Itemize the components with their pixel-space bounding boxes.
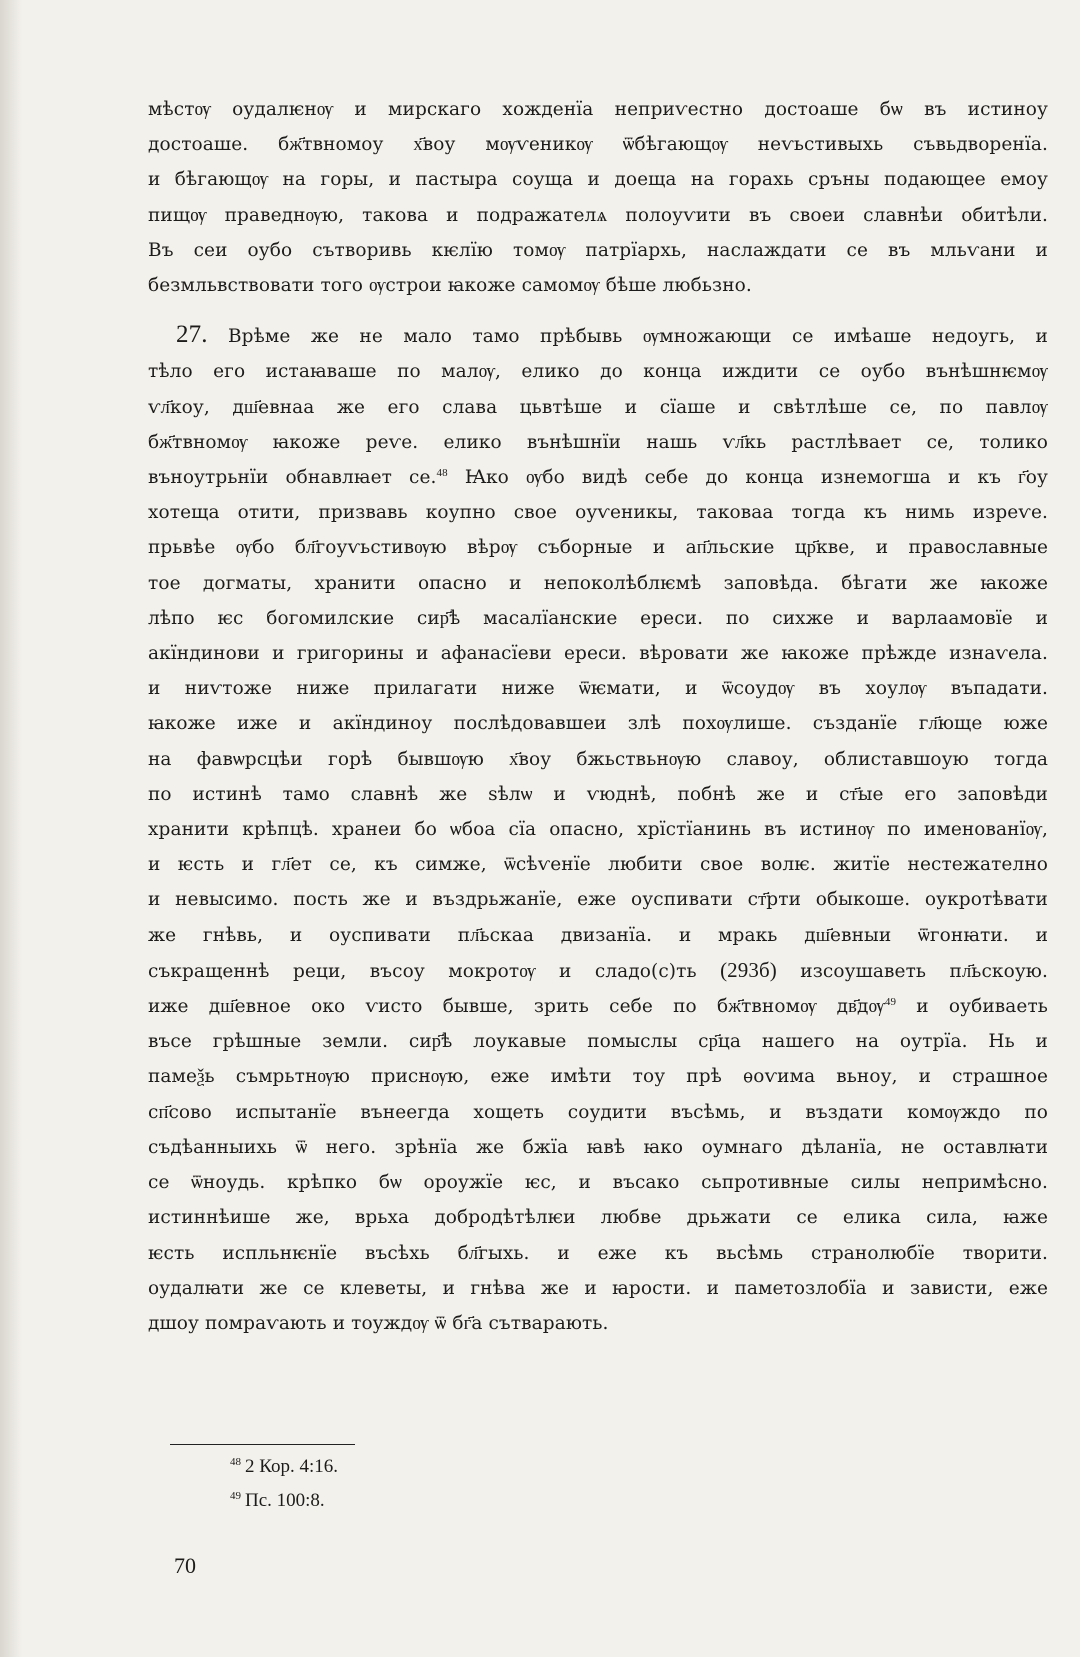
text-line: мѣстѹ оудалѥнѹ и мирскаго хожденїа неприѵестно достоаше бѡ въ истиноу [148,99,1048,120]
text-line: ѥсть испльнѥнїе въсѣхь бл҃гыхь. и еже къ вьсѣмь странолюбїе творити. [148,1242,1048,1264]
footnote-ref-48[interactable]: 48 [436,466,448,479]
page-reference: (293б) [720,957,777,982]
text-line: хранити крѣпцѣ. хранеи бо ѡбоа сїа опасно, хрїстїанинь въ истинѹ по именованїѹ, [148,819,1048,841]
text-line: въсе грѣшные земли. сир҃ѣ лоукавые помыслы ср҃ца нашего на оутрїа. Нь и [148,1031,1048,1053]
footnotes [230,1450,338,1518]
text-line: тое догматы, хранити опасно и непоколѣблѥмѣ заповѣда. бѣгати же ꙗкоже [148,572,1048,594]
text-line: безмльвствовати того ѹстрои ꙗкоже самомѹ бѣше любьзно. [148,275,752,297]
text-line-with-page-ref: съкращеннѣ реци, въсоу мокротѹ и сладо(с)ть (293б) изсоушаветь пл҃ьскоую. [148,957,1048,982]
text-line: и ѥсть и гл҃ет се, къ симже, ѿсѣѵенїе любити свое волѥ. житїе нестежателно [148,854,1048,876]
text-line: сп҃сово испытанїе вънеегда хощеть соудити въсѣмь, и въздати комѹждо по [148,1101,1048,1123]
text-line: лѣпо ѥс богомилские сир҃ѣ масалїанские ереси. по сихже и варлаамовїе и [148,607,1048,629]
text-line: се ѿноудь. крѣпко бѡ ороужїе ѥс, и въсако сьпротивные силы непримѣсно. [148,1172,1048,1194]
text-line: истиннѣише же, врьха добродѣтѣлѥи любве дрьжати се елика сила, ꙗже [148,1207,1048,1229]
page-gutter-shadow [0,0,22,1657]
text-line: по истинѣ тамо славнѣ же ѕѣлѡ и ѵюднѣ, побнѣ же и ст҃ые его заповѣди [148,783,1048,805]
text-line: бж҃твномѹ ꙗкоже реѵе. елико вънѣшнїи нашь ѵл҃кь растлѣвает се, толико [148,431,1048,453]
text-line: достоаше. бж҃твномоу х҃воу мѹѵеникѹ ѿбѣгающѹ неѵьстивыхь съвьдворенїа. [148,134,1048,156]
footnote-49: $^{49}$ Пс. 100:8. [230,1489,325,1511]
paragraph-number: 27. [176,321,208,349]
footnote-ref-49[interactable]: 49 [884,995,897,1008]
text-line: и бѣгающѹ на горы, и пастыра соуща и доеща на горахь сръны подающее емоу [148,169,1048,191]
text-line: ѵл҃коу, дш҃евнаа же его слава цьвтѣше и сїаше и свѣтлѣше се, по павлѹ [148,396,1048,418]
text-line: же гнѣвь, и оуспивати пл҃ьскаа двизанїа. и мракь дш҃евныи ѿгонꙗти. и [148,924,1048,946]
text-line: прьвѣе ѹбо бл҃гоуѵьстивѹю вѣрѹ съборные и ап҃льские цр҃кве, и православные [148,537,1048,559]
text-line: Въ сеи оубо сътворивь кѥлїю томѹ патрїархь, наслаждати се въ мльѵани и [148,239,1048,261]
text-line: съдѣанныихь ѿ него. зрѣнїа же бжїа ꙗвѣ ꙗко оумнаго дѣланїа, не оставлꙗти [148,1136,1048,1158]
text-line-with-footnote: иже дш҃евное око ѵисто бывше, зрить себе по бж҃твномѹ дв҃дѹ$^{49}$ и оубиваеть [148,995,1048,1018]
text-line: хотеща отити, призвавь коупно свое оуѵеникы, таковаа тогда къ нимь изреѵе. [148,502,1048,524]
text-line: ꙗкоже иже и акїндиноу послѣдовавшеи злѣ похѹлише. създанїе гл҃юще юже [148,713,1048,735]
text-line: памеѯь съмрьтнѹю приснѹю, еже имѣти тоу прѣ ѳоѵима вьноу, и страшное [148,1066,1048,1088]
main-text [148,92,1048,1341]
text-line: Врѣме же не мало тамо прѣбывь ѹмножающи се имѣаше недоугь, и [227,326,1048,348]
page-number: 70 [174,1553,196,1578]
paragraph-start [148,317,1048,354]
text-line: и невысимо. пость же и въздрьжанїе, еже оуспивати ст҃рти обыкоше. оукротѣвати [148,889,1048,911]
text-line: пищѹ праведнѹю, такова и подражателѧ полоуѵити въ своеи славнѣи обитѣли. [148,204,1048,226]
text-line: на фавѡрсцѣи горѣ бывшѹю х҃воу бжьствьнѹю славоу, облиставшоую тогда [148,748,1048,770]
text-line-with-footnote: въноутрьнїи обнавлꙗет се.$^{48}$ Ꙗко ѹбо видѣ себе до конца изнемогша и къ г҃оу [148,466,1048,489]
text-line: тѣло его истаꙗваше по малѹ, елико до конца иждити се оубо вънѣшнѥмѹ [148,361,1048,383]
text-line: оудалꙗти же се клеветы, и гнѣва же и ꙗрости. и паметозлобїа и зависти, еже [148,1277,1048,1299]
footnote-48: $^{48}$ 2 Кор. 4:16. [230,1455,339,1477]
text-line: дшоу помраѵають и тоуждѹ ѿ бг҃а сътварають. [148,1312,609,1334]
text-line: и ниѵтоже ниже прилагати ниже ѿѥмати, и ѿсоудѹ въ хоулѹ въпадати. [148,678,1048,700]
text-line: акїндинови и григорины и афанасїеви ереси. вѣровати же ꙗкоже прѣжде изнаѵела. [148,643,1048,665]
footnote-separator [170,1444,355,1445]
